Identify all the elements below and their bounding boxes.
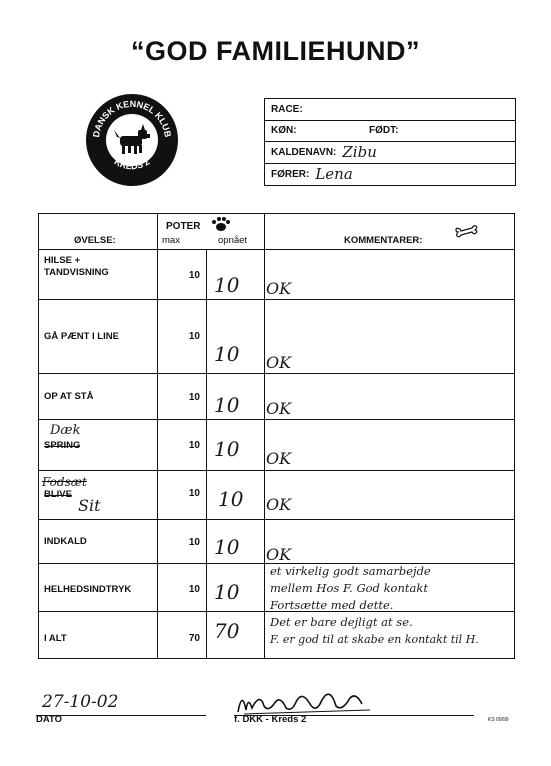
logo-top-text: DANSK KENNEL KLUB: [91, 98, 173, 139]
max-recall: 10: [188, 537, 200, 548]
evaluation-table: [38, 213, 515, 659]
form-title: “GOD FAMILIEHUND”: [131, 36, 420, 66]
max-total: 70: [188, 633, 200, 644]
exercise-jump-struck: SPRING: [44, 440, 81, 451]
max-stay: 10: [188, 488, 200, 499]
dkk-logo: [84, 92, 180, 188]
score-greet: 10: [214, 273, 240, 297]
comment-greet: OK: [266, 279, 292, 298]
comment-stand: OK: [266, 399, 292, 418]
comment-heel: OK: [266, 353, 292, 372]
sex-label: KØN:: [271, 125, 297, 137]
form-code: KS 09/99: [488, 717, 509, 723]
exercise-stand: OP AT STÅ: [44, 391, 94, 402]
race-row: [265, 99, 515, 121]
score-stay: 10: [218, 487, 244, 511]
exercise-recall: INDKALD: [44, 536, 87, 547]
signature-graphic: [230, 682, 380, 718]
exercise-stay-struck: BLIVE: [44, 489, 72, 500]
exercise-overall: HELHEDSINDTRYK: [44, 584, 132, 595]
max-heel: 10: [188, 331, 200, 342]
name-row: [265, 142, 515, 164]
exercise-down-handwritten: Dæk: [50, 423, 81, 438]
footer: [0, 680, 551, 740]
points-header: POTER: [166, 221, 201, 232]
exercise-total: I ALT: [44, 633, 67, 644]
comment-recall: OK: [266, 545, 292, 564]
exercise-sit-handwritten: Sit: [78, 496, 101, 515]
exercise-heel: GÅ PÆNT I LINE: [44, 331, 119, 342]
max-stand: 10: [188, 392, 200, 403]
name-value: Zibu: [342, 143, 377, 162]
comments-header: KOMMENTARER:: [344, 235, 423, 246]
max-header: max: [162, 235, 180, 246]
race-label: RACE:: [271, 103, 303, 115]
achieved-header: opnået: [218, 235, 248, 246]
bone-icon: [454, 225, 480, 241]
comment-down: OK: [266, 449, 292, 468]
handler-row: [265, 164, 515, 186]
comment-stay: OK: [266, 495, 292, 514]
score-overall: 10: [214, 580, 240, 604]
date-value: 27-10-02: [42, 692, 119, 712]
remarks-handwritten: et virkelig godt samarbejde mellem Hos F. God kontakt Fortsætte med dette. Det er bare dejligt at se. F. er god til at skabe en kontakt til H.: [270, 564, 479, 646]
date-label: DATO: [36, 714, 63, 725]
sex-born-row: [265, 121, 515, 143]
handler-value: Lena: [315, 165, 353, 184]
born-label: FØDT:: [369, 125, 399, 137]
logo-bottom-text: KREDS 2: [112, 156, 152, 172]
max-overall: 10: [188, 584, 200, 595]
score-down: 10: [214, 437, 240, 461]
exercise-header: ØVELSE:: [74, 235, 116, 246]
score-heel: 10: [214, 342, 240, 366]
score-recall: 10: [214, 535, 240, 559]
max-greet: 10: [188, 270, 200, 281]
exercise-greet: HILSE + TANDVISNING: [44, 255, 109, 278]
name-label: KALDENAVN:: [271, 146, 337, 158]
score-total: 70: [214, 619, 240, 643]
max-down: 10: [188, 440, 200, 451]
handler-label: FØRER:: [271, 168, 310, 180]
exercise-stay-handwritten: Fodsæt: [42, 475, 87, 489]
score-stand: 10: [214, 393, 240, 417]
paw-icon: [210, 216, 232, 232]
dog-info-box: [264, 98, 516, 186]
signature-label: f. DKK - Kreds 2: [234, 714, 307, 725]
